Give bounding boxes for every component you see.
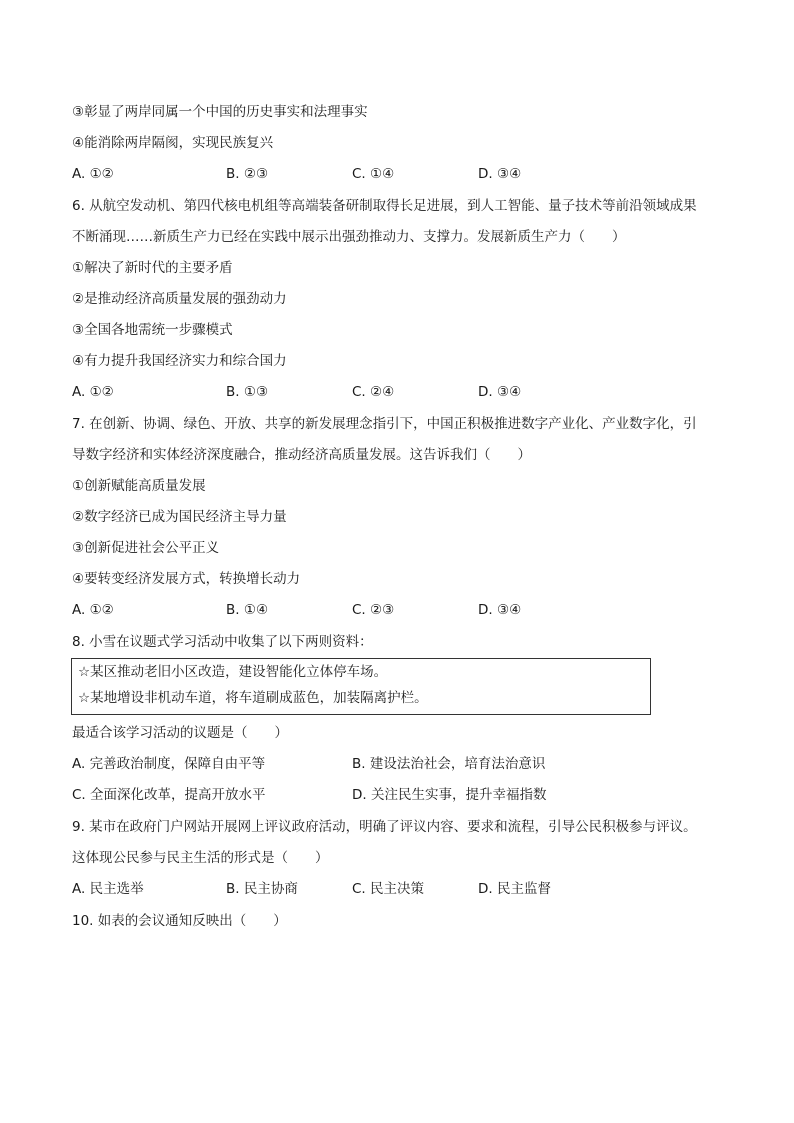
q8-material-1: ☆某区推动老旧小区改造，建设智能化立体停车场。 [78, 664, 388, 680]
q8-option-c: C. 全面深化改革，提高开放水平 [72, 787, 266, 803]
q9-stem-line-1: 9. 某市在政府门户网站开展网上评议政府活动，明确了评议内容、要求和流程，引导公民积极参与评议。 [72, 819, 697, 835]
q6-statement-4: ④有力提升我国经济实力和综合国力 [72, 353, 287, 369]
q7-option-b: B. ①④ [226, 602, 269, 618]
q6-statement-2: ②是推动经济高质量发展的强劲动力 [72, 291, 287, 307]
q6-statement-3: ③全国各地需统一步骤模式 [72, 322, 233, 338]
q5-option-b: B. ②③ [226, 166, 269, 182]
q5-statement-4: ④能消除两岸隔阂，实现民族复兴 [72, 135, 274, 151]
q7-statement-1: ①创新赋能高质量发展 [72, 478, 206, 494]
q7-option-a: A. ①② [72, 602, 114, 618]
q7-statement-4: ④要转变经济发展方式，转换增长动力 [72, 571, 301, 587]
q8-question: 最适合该学习活动的议题是（ ） [72, 725, 288, 741]
q5-option-d: D. ③④ [478, 166, 522, 182]
q7-statement-2: ②数字经济已成为国民经济主导力量 [72, 509, 287, 525]
q6-option-c: C. ②④ [352, 384, 395, 400]
q6-option-d: D. ③④ [478, 384, 522, 400]
q9-stem-line-2: 这体现公民参与民主生活的形式是（ ） [72, 850, 329, 866]
q6-option-b: B. ①③ [226, 384, 269, 400]
q9-option-b: B. 民主协商 [226, 881, 298, 897]
q5-option-a: A. ①② [72, 166, 114, 182]
q7-statement-3: ③创新促进社会公平正义 [72, 540, 220, 556]
q8-option-a: A. 完善政治制度，保障自由平等 [72, 756, 266, 772]
q9-option-c: C. 民主决策 [352, 881, 425, 897]
q10-stem: 10. 如表的会议通知反映出（ ） [72, 913, 287, 929]
q9-option-d: D. 民主监督 [478, 881, 551, 897]
q8-option-d: D. 关注民生实事，提升幸福指数 [352, 787, 547, 803]
q8-stem: 8. 小雪在议题式学习活动中收集了以下两则资料： [72, 634, 373, 650]
q5-option-c: C. ①④ [352, 166, 395, 182]
q6-statement-1: ①解决了新时代的主要矛盾 [72, 260, 233, 276]
q7-option-c: C. ②③ [352, 602, 395, 618]
q7-option-d: D. ③④ [478, 602, 522, 618]
q6-stem-line-2: 不断涌现……新质生产力已经在实践中展示出强劲推动力、支撑力。发展新质生产力（ ） [72, 229, 626, 245]
q8-material-2: ☆某地增设非机动车道，将车道刷成蓝色，加装隔离护栏。 [78, 690, 428, 706]
q8-option-b: B. 建设法治社会，培育法治意识 [352, 756, 546, 772]
q9-option-a: A. 民主选举 [72, 881, 144, 897]
q6-option-a: A. ①② [72, 384, 114, 400]
q6-stem-line-1: 6. 从航空发动机、第四代核电机组等高端装备研制取得长足进展，到人工智能、量子技术等前沿领域成果 [72, 198, 697, 214]
q5-statement-3: ③彰显了两岸同属一个中国的历史事实和法理事实 [72, 104, 368, 120]
q7-stem-line-2: 导数字经济和实体经济深度融合，推动经济高质量发展。这告诉我们（ ） [72, 447, 531, 463]
q8-material-box [71, 658, 651, 715]
q7-stem-line-1: 7. 在创新、协调、绿色、开放、共享的新发展理念指引下，中国正积极推进数字产业化、产业数字化，引 [72, 416, 697, 432]
